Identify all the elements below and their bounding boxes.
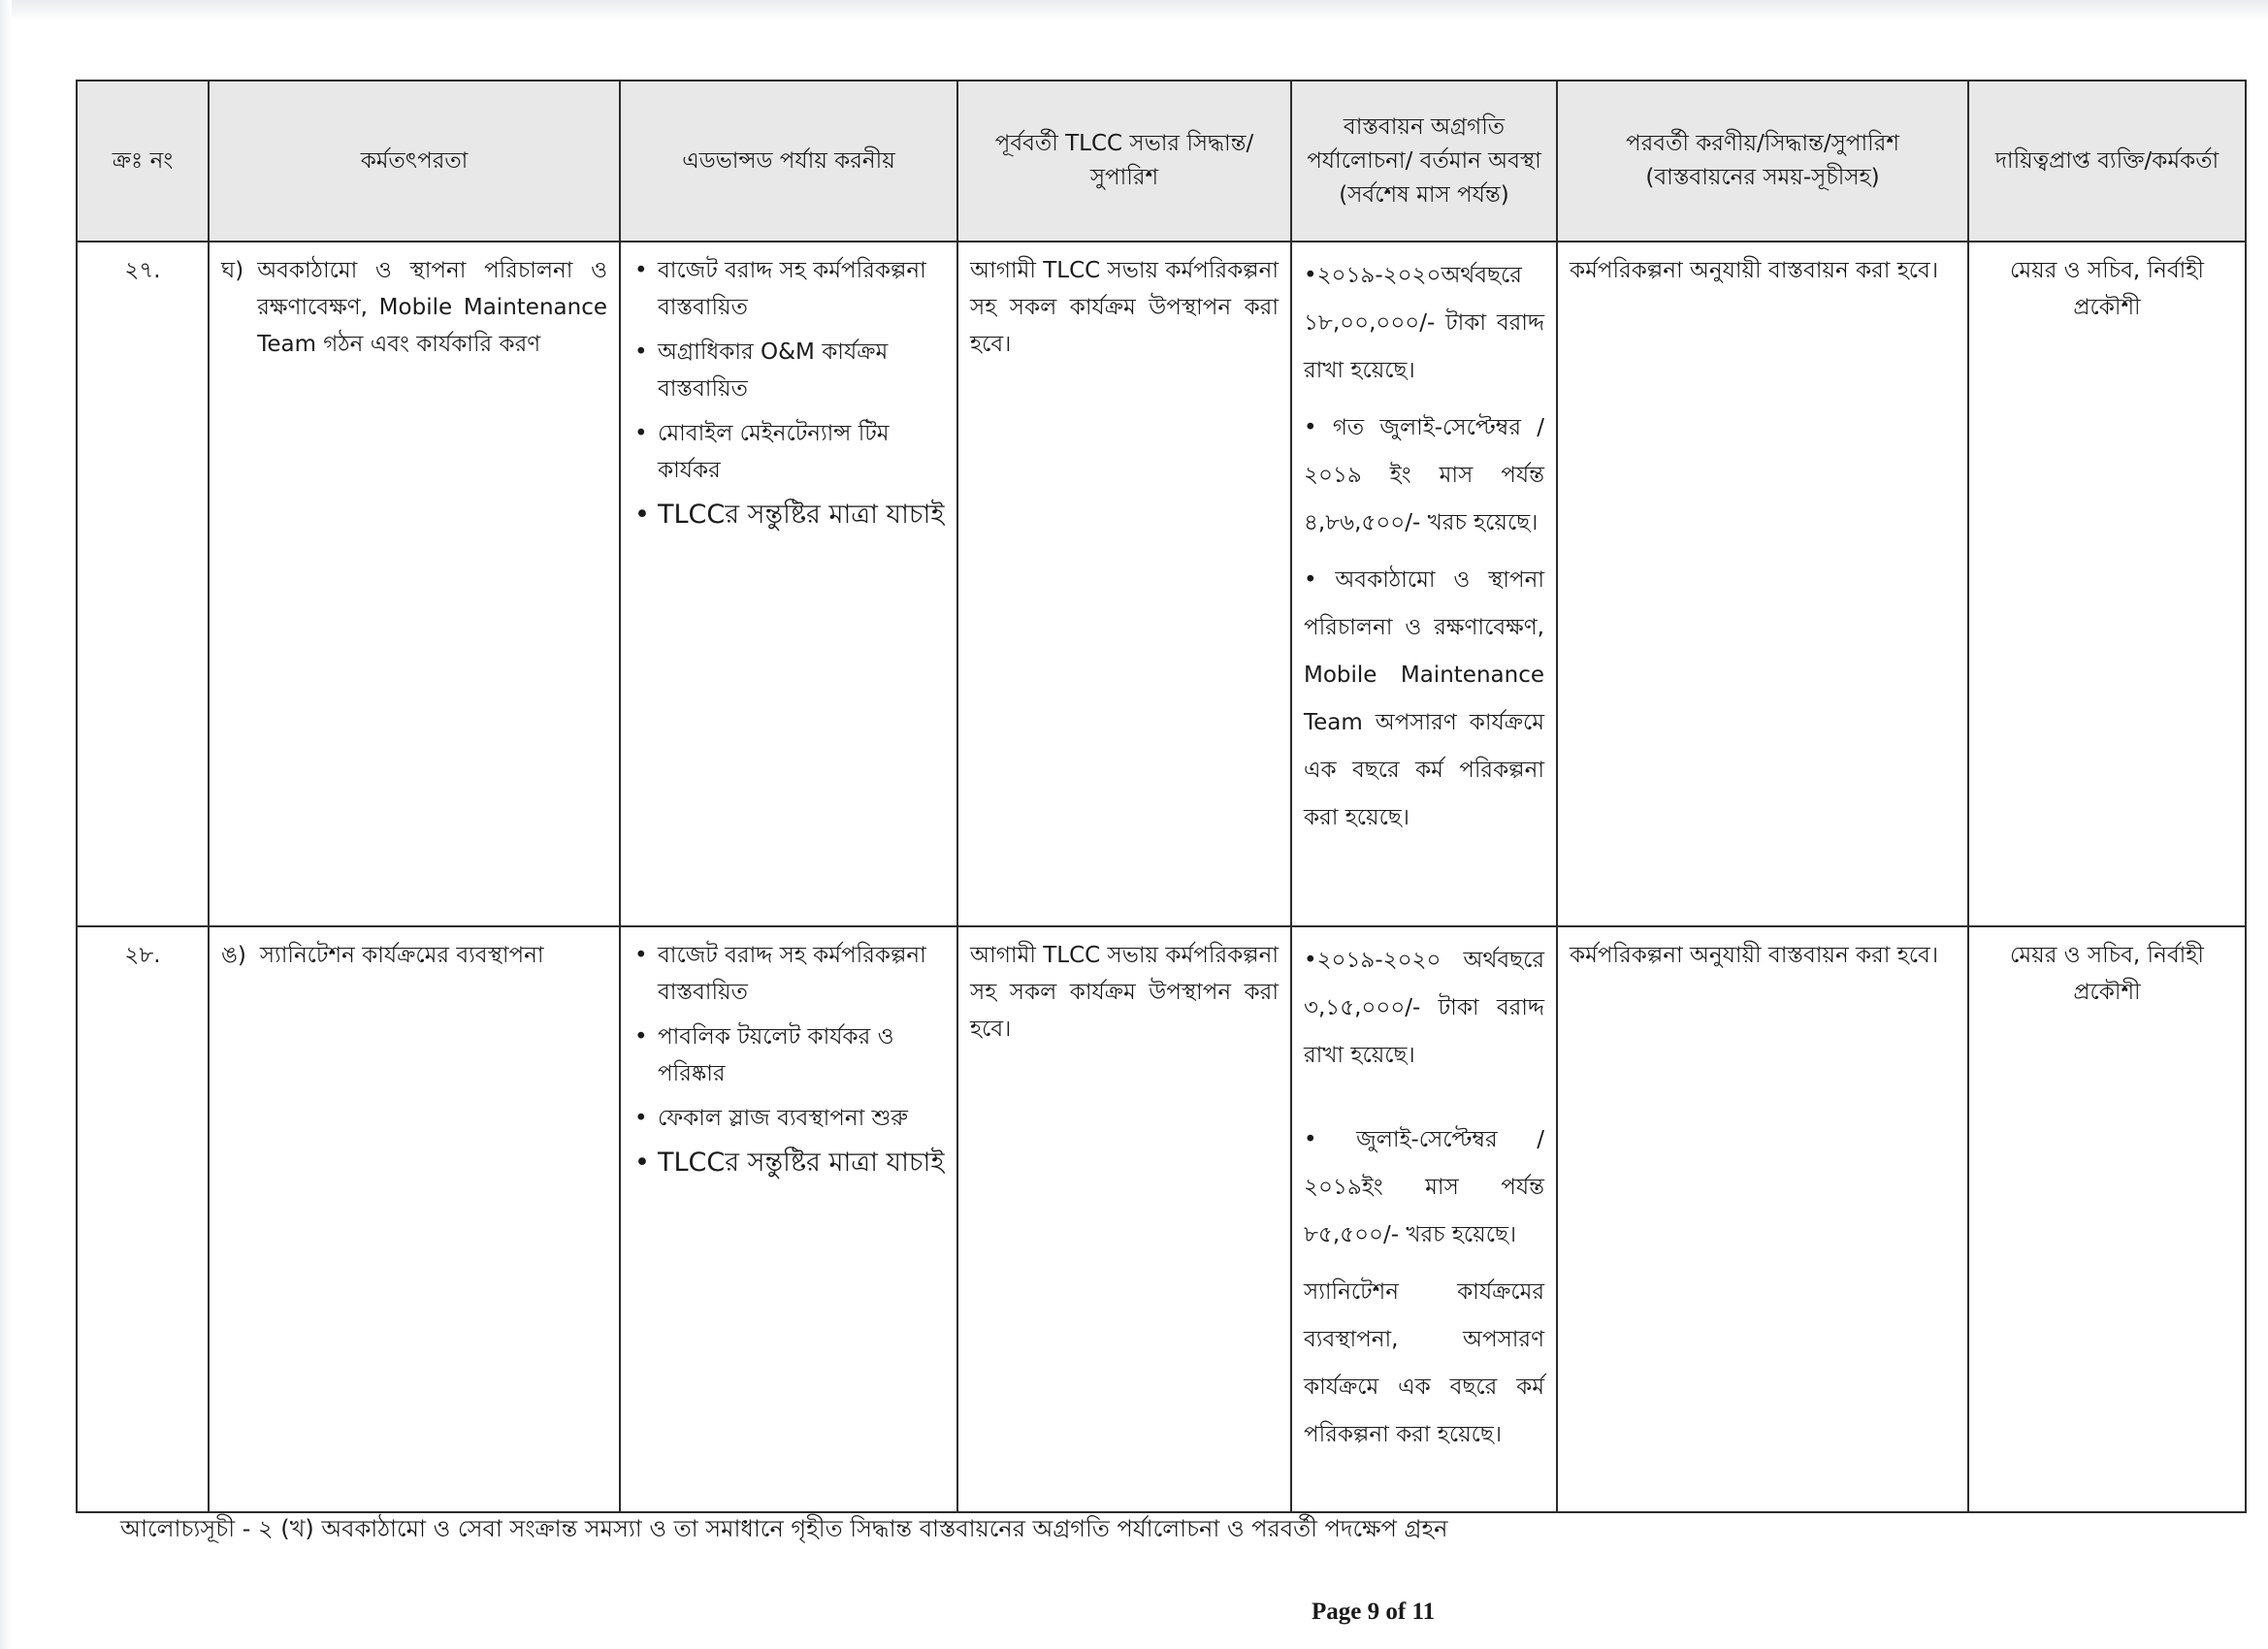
list-item: • বাজেট বরাদ্দ সহ কর্মপরিকল্পনা বাস্তবায়িত [632, 252, 945, 326]
progress-paragraph: স্যানিটেশন কার্যক্রমের ব্যবস্থাপনা, অপসারণ কার্যক্রমে এক বছরে কর্ম পরিকল্পনা করা হয়েছে। [1304, 1279, 1544, 1447]
page-number: Page 9 of 11 [1312, 1599, 1436, 1625]
previous-decision-cell: আগামী TLCC সভায় কর্মপরিকল্পনা সহ সকল কার্যক্রম উপস্থাপন করা হবে। [957, 242, 1291, 926]
scan-left-edge [0, 0, 12, 1649]
progress-cell [1291, 926, 1557, 1512]
list-item: • TLCCর সন্তুষ্টির মাত্রা যাচাই [632, 497, 945, 534]
header-previous-decision: পূর্ববর্তী TLCC সভার সিদ্ধান্ত/সুপারিশ [957, 81, 1291, 242]
activity-letter: ঙ) [221, 943, 246, 968]
header-next-action: পরবর্তী করণীয়/সিদ্ধান্ত/সুপারিশ (বাস্তবায়নের সময়-সূচীসহ) [1557, 81, 1968, 242]
list-item: • ফেকাল স্লাজ ব্যবস্থাপনা শুরু [632, 1100, 945, 1137]
activity-text: স্যানিটেশন কার্যক্রমের ব্যবস্থাপনা [259, 943, 544, 968]
list-item: • অগ্রাধিকার O&M কার্যক্রম বাস্তবায়িত [632, 334, 945, 407]
progress-paragraph: • অবকাঠামো ও স্থাপনা পরিচালনা ও রক্ষণাবেক্ষণ, Mobile Maintenance Team অপসারণ কার্যক্রমে এক বছরে কর্ম পরিকল্পনা করা হয়েছে। [1304, 567, 1544, 830]
activity-letter: ঘ) [221, 258, 244, 283]
progress-paragraph: •২০১৯-২০২০ অর্থবছরে ৩,১৫,০০০/- টাকা বরাদ্দ রাখা হয়েছে। [1304, 948, 1544, 1068]
responsible-cell: মেয়র ও সচিব, নির্বাহী প্রকৌশী [1968, 926, 2246, 1512]
progress-cell [1291, 242, 1557, 926]
list-item: • পাবলিক টয়লেট কার্যকর ও পরিষ্কার [632, 1018, 945, 1092]
header-progress: বাস্তবায়ন অগ্রগতি পর্যালোচনা/ বর্তমান অবস্থা (সর্বশেষ মাস পর্যন্ত) [1291, 81, 1557, 242]
table-row [77, 242, 2246, 926]
next-action-cell: কর্মপরিকল্পনা অনুযায়ী বাস্তবায়ন করা হবে। [1557, 926, 1968, 1512]
header-activity: কর্মতৎপরতা [209, 81, 620, 242]
activity-cell [209, 242, 620, 926]
progress-table [76, 80, 2247, 1513]
advanced-tasks-cell [620, 242, 957, 926]
serial-cell: ২৭. [77, 242, 209, 926]
activity-text: অবকাঠামো ও স্থাপনা পরিচালনা ও রক্ষণাবেক্ষণ, Mobile Maintenance Team গঠন এবং কার্যকারি করণ [257, 258, 607, 357]
advanced-tasks-cell [620, 926, 957, 1512]
next-action-cell: কর্মপরিকল্পনা অনুযায়ী বাস্তবায়ন করা হবে। [1557, 242, 1968, 926]
responsible-cell: মেয়র ও সচিব, নির্বাহী প্রকৌশী [1968, 242, 2246, 926]
progress-paragraph: • জুলাই-সেপ্টেম্বর /২০১৯ইং মাস পর্যন্ত ৮৫,৫০০/- খরচ হয়েছে। [1304, 1127, 1544, 1247]
list-item: • মোবাইল মেইনটেন্যান্স টিম কার্যকর [632, 415, 945, 489]
scan-top-edge [0, 0, 2268, 21]
header-responsible: দায়িত্বপ্রাপ্ত ব্যক্তি/কর্মকর্তা [1968, 81, 2246, 242]
serial-cell: ২৮. [77, 926, 209, 1512]
table-header-row [77, 81, 2246, 242]
list-item: • বাজেট বরাদ্দ সহ কর্মপরিকল্পনা বাস্তবায়িত [632, 937, 945, 1011]
previous-decision-cell: আগামী TLCC সভায় কর্মপরিকল্পনা সহ সকল কার্যক্রম উপস্থাপন করা হবে। [957, 926, 1291, 1512]
activity-cell [209, 926, 620, 1512]
progress-paragraph: •২০১৯-২০২০অর্থবছরে ১৮,০০,০০০/- টাকা বরাদ্দ রাখা হয়েছে। [1304, 263, 1544, 383]
header-advanced-tasks: এডভান্সড পর্যায় করনীয় [620, 81, 957, 242]
progress-paragraph: • গত জুলাই-সেপ্টেম্বর /২০১৯ ইং মাস পর্যন্ত ৪,৮৬,৫০০/- খরচ হয়েছে। [1304, 415, 1544, 535]
table-row [77, 926, 2246, 1512]
agenda-footnote: আলোচ্যসূচী - ২ (খ) অবকাঠামো ও সেবা সংক্রান্ত সমস্যা ও তা সমাধানে গৃহীত সিদ্ধান্ত বাস্তবায়নের অগ্রগতি পর্যালোচনা ও পরবর্তী পদক্ষেপ গ্রহন [120, 1515, 1448, 1542]
list-item: • TLCCর সন্তুষ্টির মাত্রা যাচাই [632, 1145, 945, 1181]
header-serial: ক্রঃ নং [77, 81, 209, 242]
